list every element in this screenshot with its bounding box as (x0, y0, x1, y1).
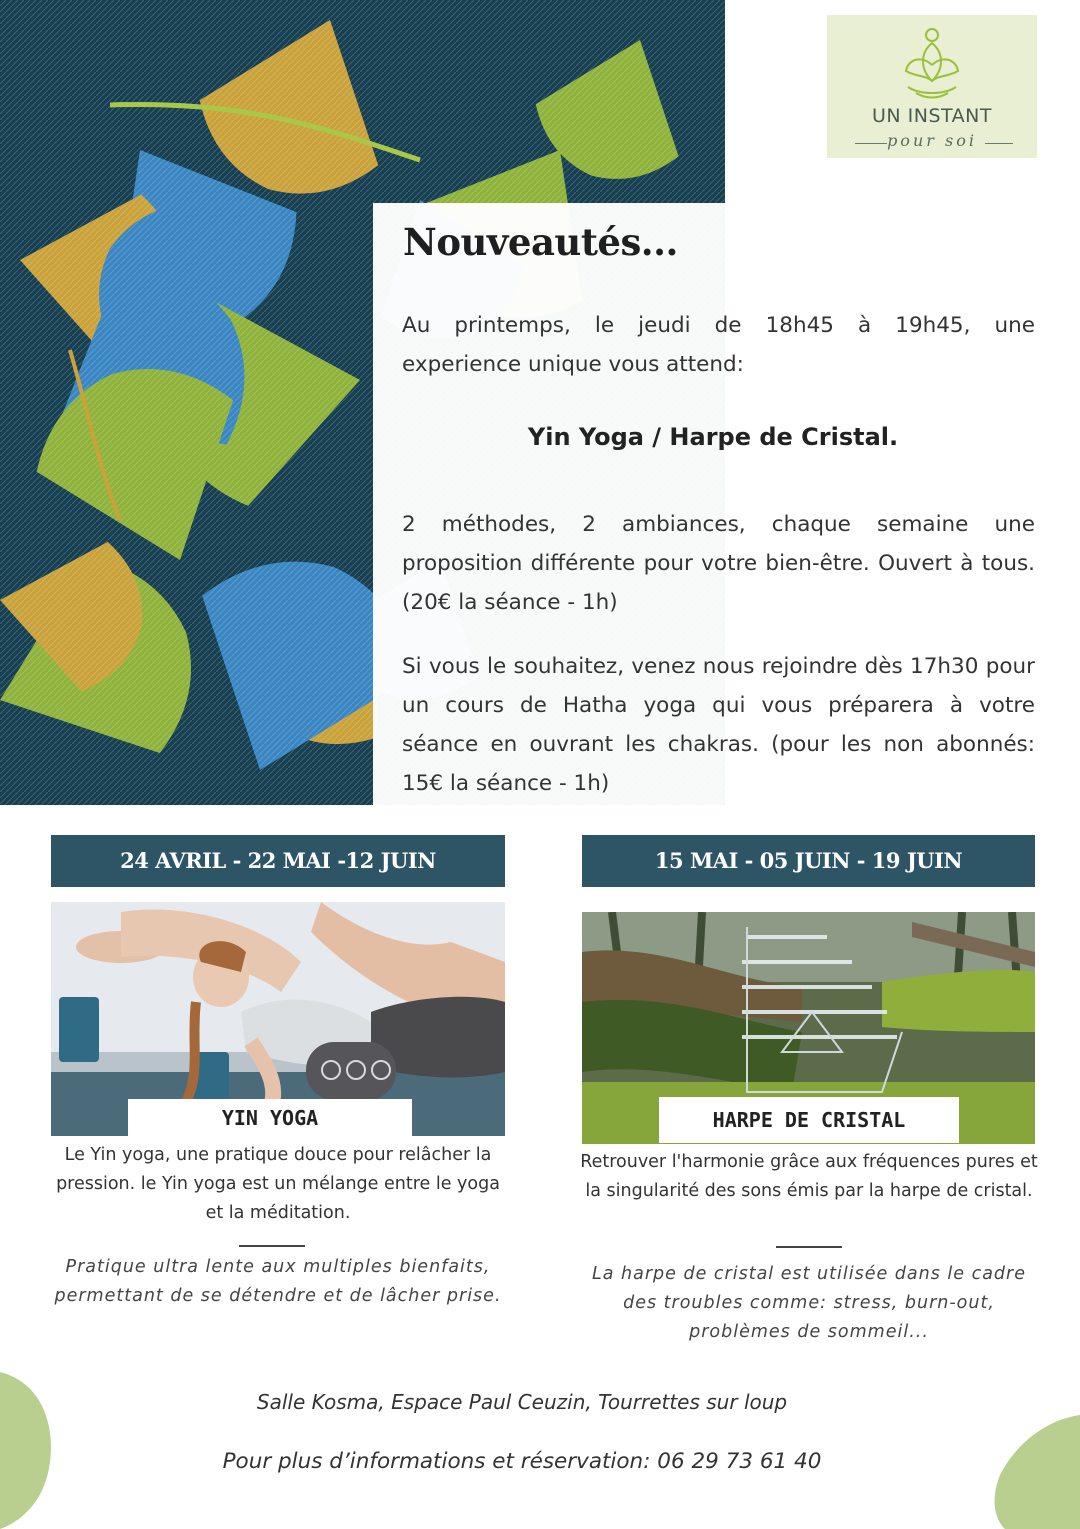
crystal-harp-caption: HARPE DE CRISTAL (659, 1097, 959, 1143)
intro-line-2: experience unique vous attend: (402, 352, 744, 377)
harp-divider (776, 1246, 842, 1248)
intro-text (402, 306, 1035, 384)
brand-logo (827, 15, 1037, 158)
methods-text: 2 méthodes, 2 ambiances, chaque semaine une proposition différente pour votre bien-être. Ouvert à tous. (20€ la séance - 1h) (402, 512, 1035, 615)
logo-divider (985, 143, 1013, 144)
contact-info: Pour plus d’informations et réservation: 06 29 73 61 40 (222, 1449, 822, 1474)
yin-yoga-description: Le Yin yoga, une pratique douce pour relâcher la pression. le Yin yoga est un mélange entre le yoga et la méditation. (56, 1145, 500, 1223)
crystal-harp-description: Retrouver l'harmonie grâce aux fréquences pures et la singularité des sons émis par la harpe de cristal. (580, 1152, 1038, 1201)
crystal-harp-note: La harpe de cristal est utilisée dans le cadre des troubles comme: stress, burn-out, problèmes de sommeil... (592, 1264, 1026, 1342)
harp-dates-banner: 15 MAI - 05 JUIN - 19 JUIN (582, 835, 1035, 887)
yin-yoga-caption: YIN YOGA (128, 1099, 412, 1137)
yin-dates-banner: 24 AVRIL - 22 MAI -12 JUIN (51, 835, 505, 887)
venue-address: Salle Kosma, Espace Paul Ceuzin, Tourrettes sur loup (256, 1390, 788, 1414)
hatha-text: Si vous le souhaitez, venez nous rejoindre dès 17h30 pour un cours de Hatha yoga qui vous préparera à votre séance en ouvrant les chakras. (pour les non abonnés: 15€ la séance - 1h) (402, 654, 1035, 796)
meditation-lotus-icon (902, 25, 962, 103)
yin-yoga-note: Pratique ultra lente aux multiples bienfaits, permettant de se détendre et de lâcher prise. (54, 1257, 502, 1306)
intro-line-1: Au printemps, le jeudi de 18h45 à 19h45, une (402, 313, 1035, 338)
page-title: Nouveautés... (403, 220, 678, 264)
session-title: Yin Yoga / Harpe de Cristal. (527, 423, 899, 451)
logo-name: UN INSTANT (872, 105, 992, 127)
logo-tagline: pour soi (887, 131, 977, 150)
yin-divider (239, 1245, 305, 1247)
